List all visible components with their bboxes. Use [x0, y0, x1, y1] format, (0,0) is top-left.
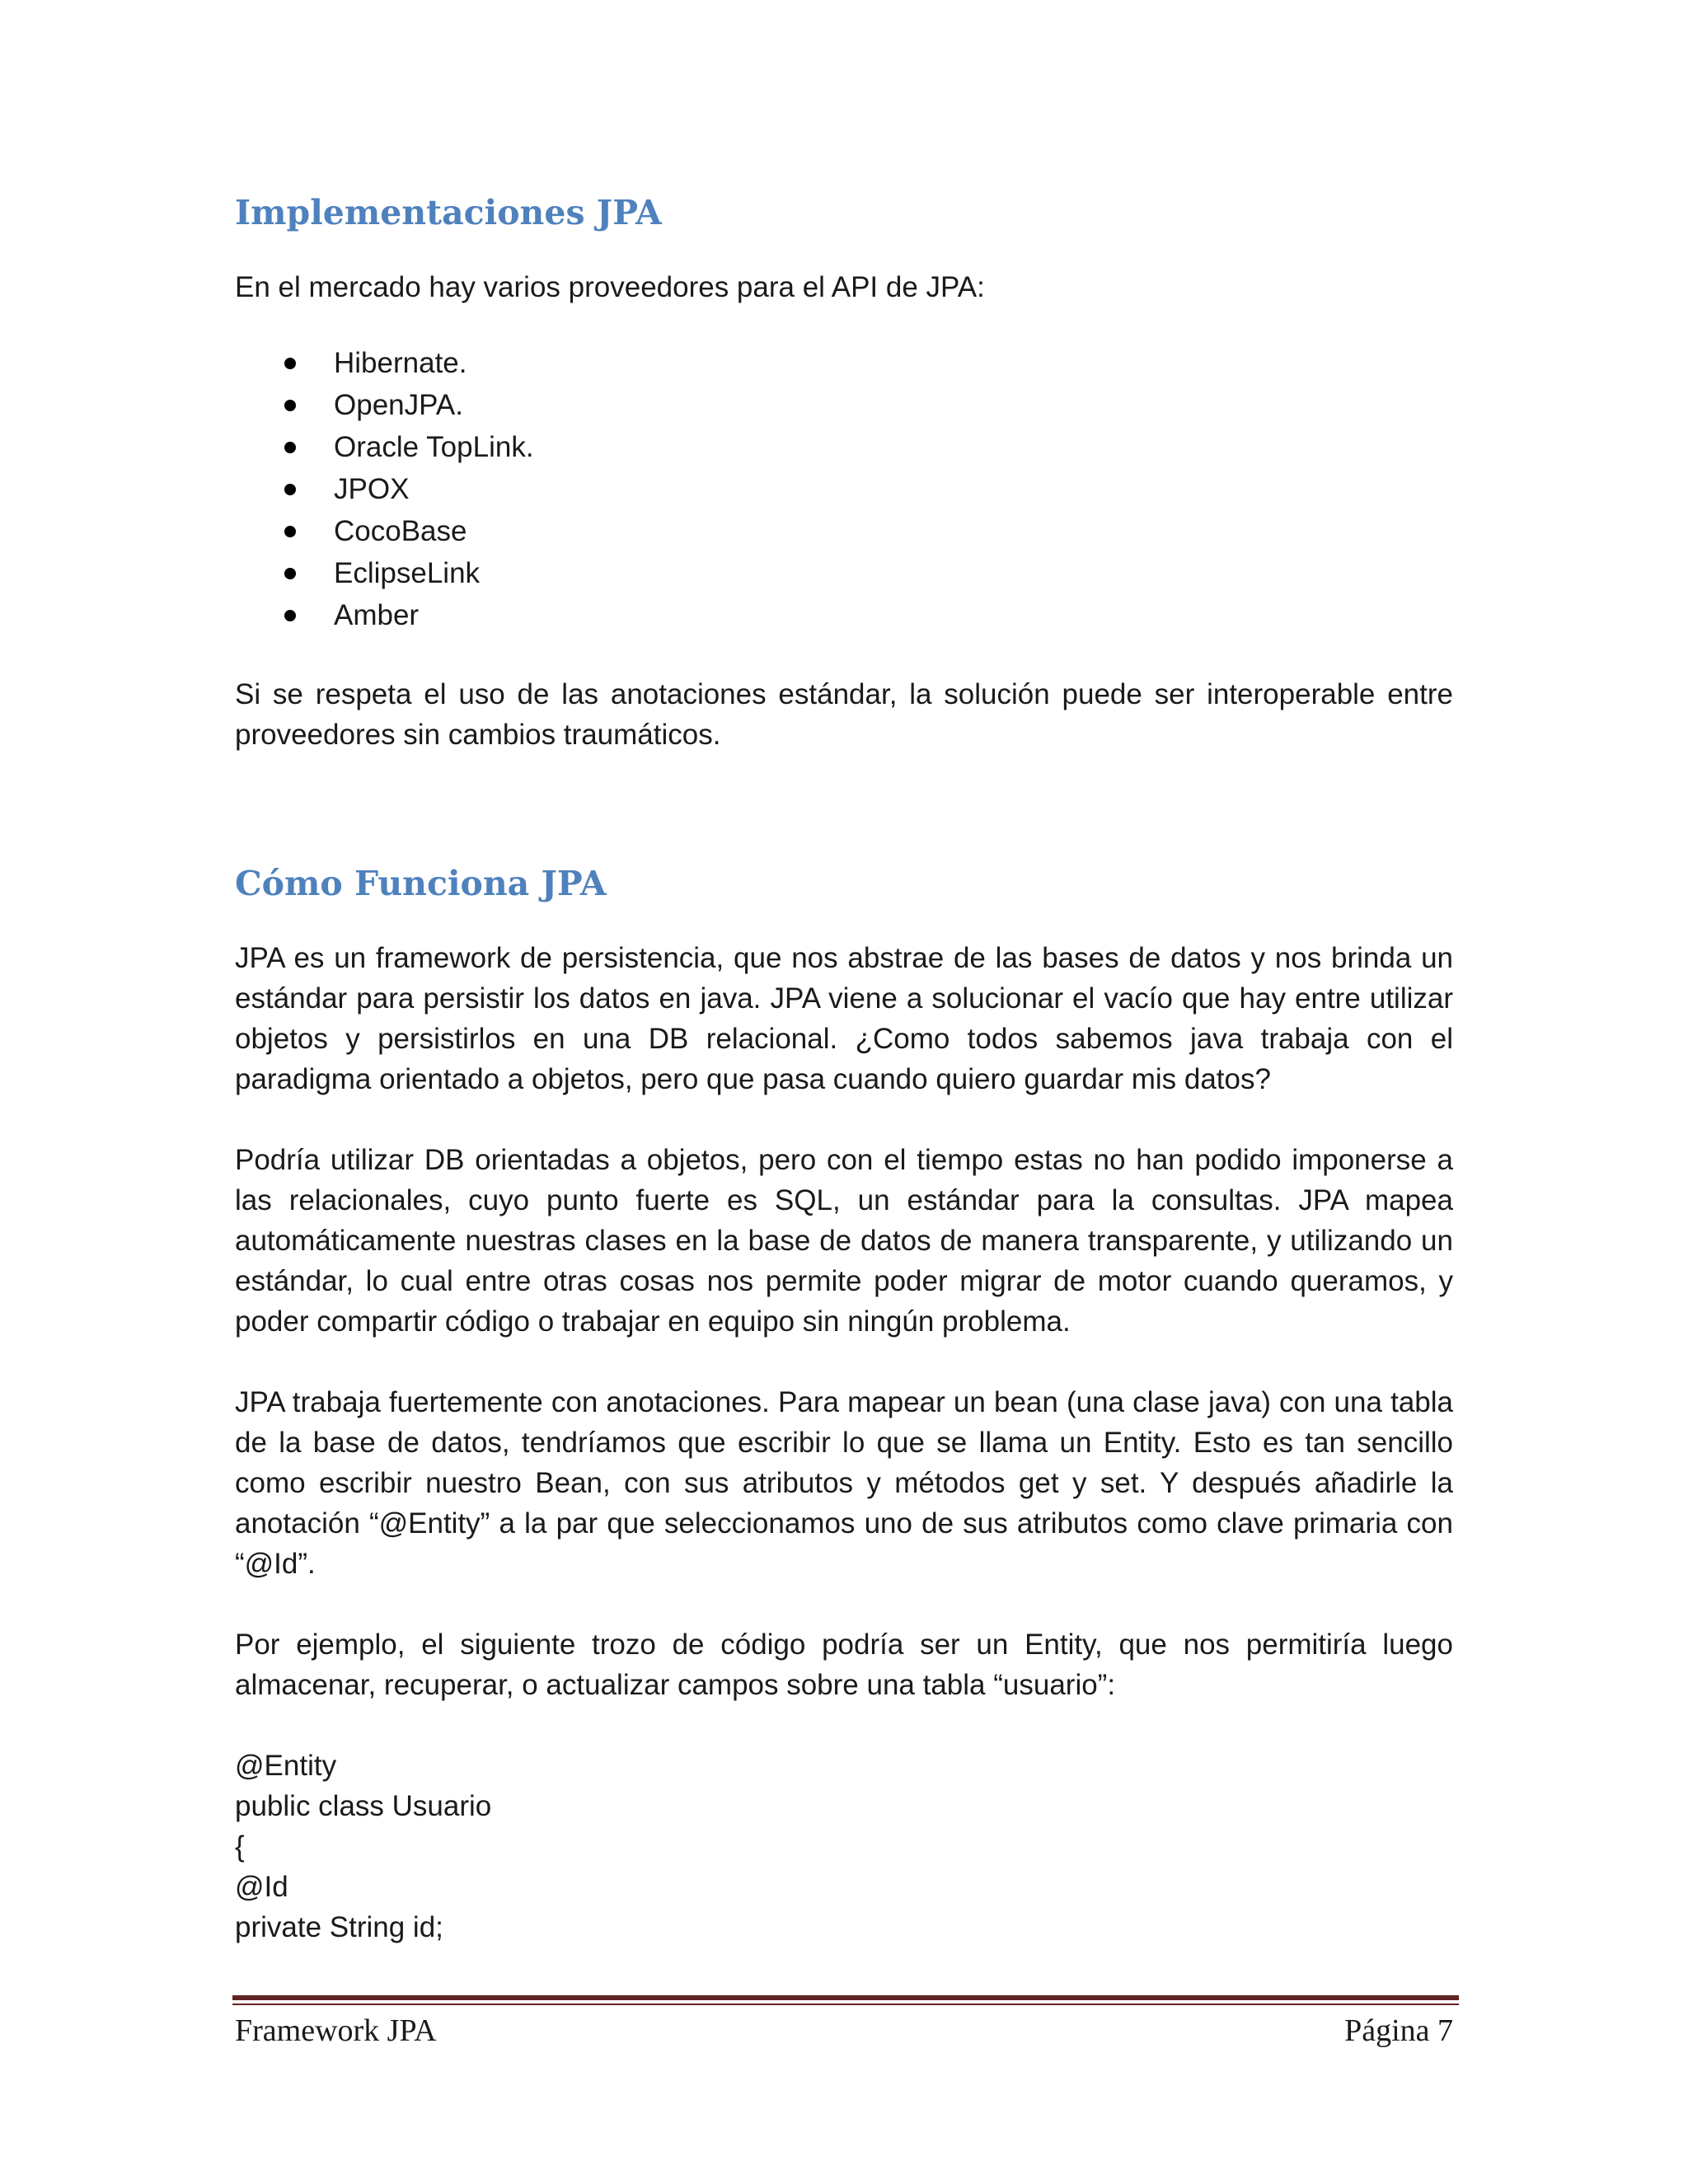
- bullet-icon: [284, 442, 296, 453]
- page-content: [235, 190, 1453, 1947]
- list-item: CocoBase: [235, 510, 1453, 552]
- providers-list: [235, 342, 1453, 636]
- code-line: @Entity: [235, 1750, 337, 1782]
- list-item: Amber: [235, 594, 1453, 636]
- body-paragraph: JPA trabaja fuertemente con anotaciones. Para mapear un bean (una clase java) con una tabla de la base de datos, tendríamos que escribir lo que se llama un Entity. Esto es tan sencillo como escribir nuestro Bean, con sus atributos y métodos get y set. Y después añadirle la anotación “@Entity” a la par que seleccionamos uno de sus atributos como clave primaria con “@Id”.: [235, 1386, 1453, 1580]
- intro-paragraph: En el mercado hay varios proveedores para el API de JPA:: [235, 271, 985, 303]
- list-item: OpenJPA.: [235, 384, 1453, 426]
- bullet-icon: [284, 400, 296, 411]
- section-heading-como-funciona: Cómo Funciona JPA: [235, 864, 607, 903]
- bullet-icon: [284, 610, 296, 621]
- code-line: {: [235, 1830, 245, 1863]
- bullet-icon: [284, 526, 296, 537]
- footer-divider-thin: [232, 2004, 1459, 2005]
- code-line: private String id;: [235, 1911, 443, 1943]
- body-paragraph: Podría utilizar DB orientadas a objetos, pero con el tiempo estas no han podido imponerse a las relacionales, cuyo punto fuerte es SQL, un estándar para la consultas. JPA mapea automáticamente nuestras clases en la base de datos de manera transparente, y utilizando un estándar, lo cual entre otras cosas nos permite poder migrar de motor cuando queramos, y poder compartir código o trabajar en equipo sin ningún problema.: [235, 1144, 1453, 1338]
- page-footer: [235, 2008, 1453, 2057]
- list-item: Oracle TopLink.: [235, 426, 1453, 468]
- body-paragraph: JPA es un framework de persistencia, que nos abstrae de las bases de datos y nos brinda un estándar para persistir los datos en java. JPA viene a solucionar el vacío que hay entre utilizar objetos y persistirlos en una DB relacional. ¿Como todos sabemos java trabaja con el paradigma orientado a objetos, pero que pasa cuando quiero guardar mis datos?: [235, 942, 1453, 1095]
- bullet-icon: [284, 358, 296, 369]
- list-item: Hibernate.: [235, 342, 1453, 384]
- code-line: @Id: [235, 1871, 288, 1903]
- footer-title: Framework JPA: [235, 2013, 437, 2048]
- code-line: public class Usuario: [235, 1790, 492, 1822]
- closing-paragraph: Si se respeta el uso de las anotaciones estándar, la solución puede ser interoperable entre proveedores sin cambios traumáticos.: [235, 678, 1453, 751]
- page-number: Página 7: [1344, 2013, 1453, 2048]
- section-heading-implementaciones: Implementaciones JPA: [235, 193, 662, 232]
- list-item: JPOX: [235, 468, 1453, 510]
- bullet-icon: [284, 484, 296, 495]
- body-paragraph: Por ejemplo, el siguiente trozo de código podría ser un Entity, que nos permitiría luego almacenar, recuperar, o actualizar campos sobre una tabla “usuario”:: [235, 1629, 1453, 1701]
- bullet-icon: [284, 568, 296, 579]
- footer-divider: [232, 1995, 1459, 2000]
- code-snippet: [235, 1746, 1453, 1947]
- list-item: EclipseLink: [235, 552, 1453, 594]
